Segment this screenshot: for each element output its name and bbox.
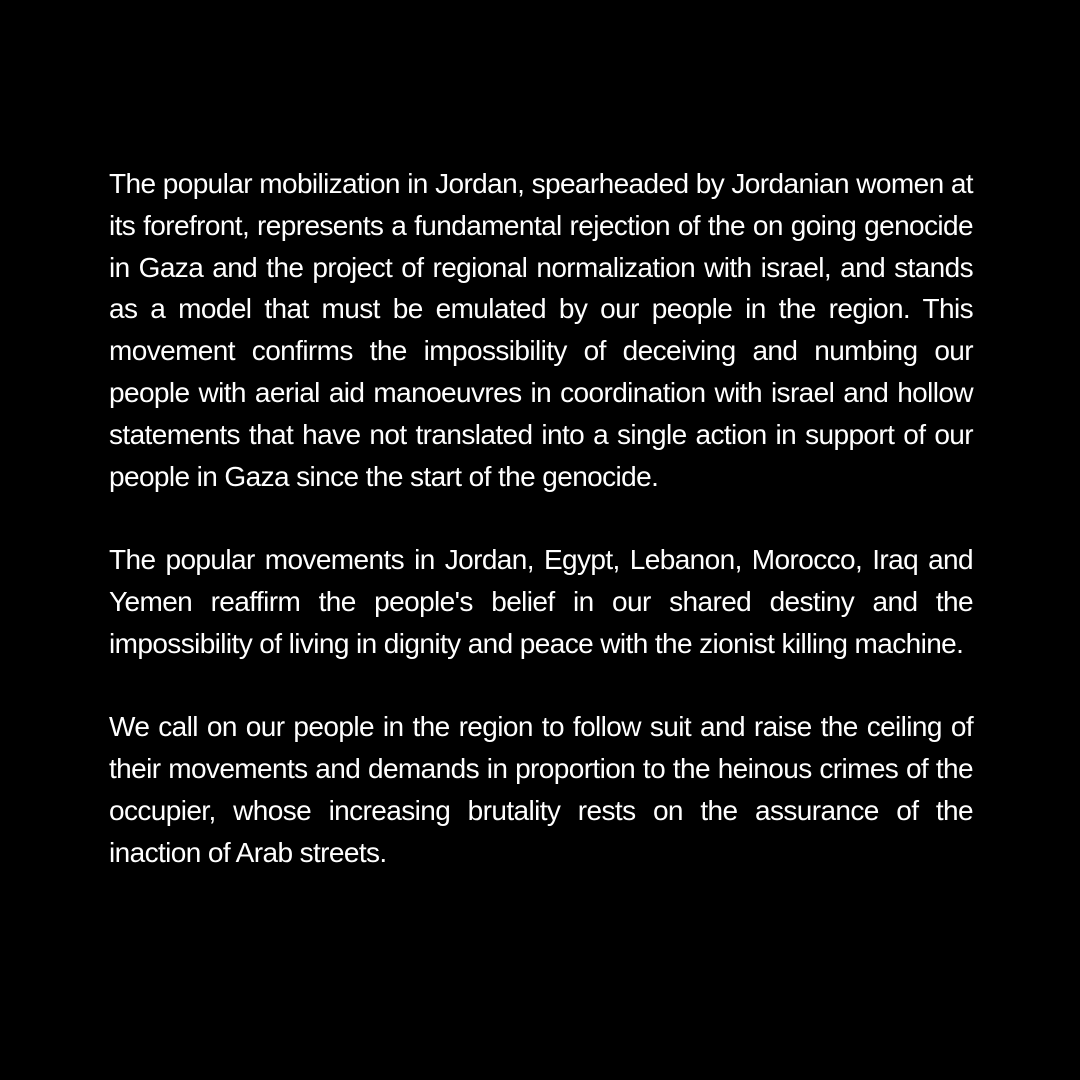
paragraph-call-to-action: We call on our people in the region to follow suit and raise the ceiling of their movements and demands in proportion to the heinous crimes of the occupier, whose increasing brutality rests on the assurance of the inaction of Arab streets. <box>109 711 973 868</box>
paragraph-mobilization: The popular mobilization in Jordan, spearheaded by Jordanian women at its forefront, represents a fundamental rejection of the on going genocide in Gaza and the project of regional normalization with israel, and stands as a model that must be emulated by our people in the region. This movement confirms the impossibility of deceiving and numbing our people with aerial aid manoeuvres in coordination with israel and hollow statements that have not translated into a single action in support of our people in Gaza since the start of the genocide. <box>109 168 973 492</box>
statement-text <box>109 163 973 874</box>
paragraph-movements: The popular movements in Jordan, Egypt, Lebanon, Morocco, Iraq and Yemen reaffirm the people's belief in our shared destiny and the impossibility of living in dignity and peace with the zionist killing machine. <box>109 544 973 659</box>
